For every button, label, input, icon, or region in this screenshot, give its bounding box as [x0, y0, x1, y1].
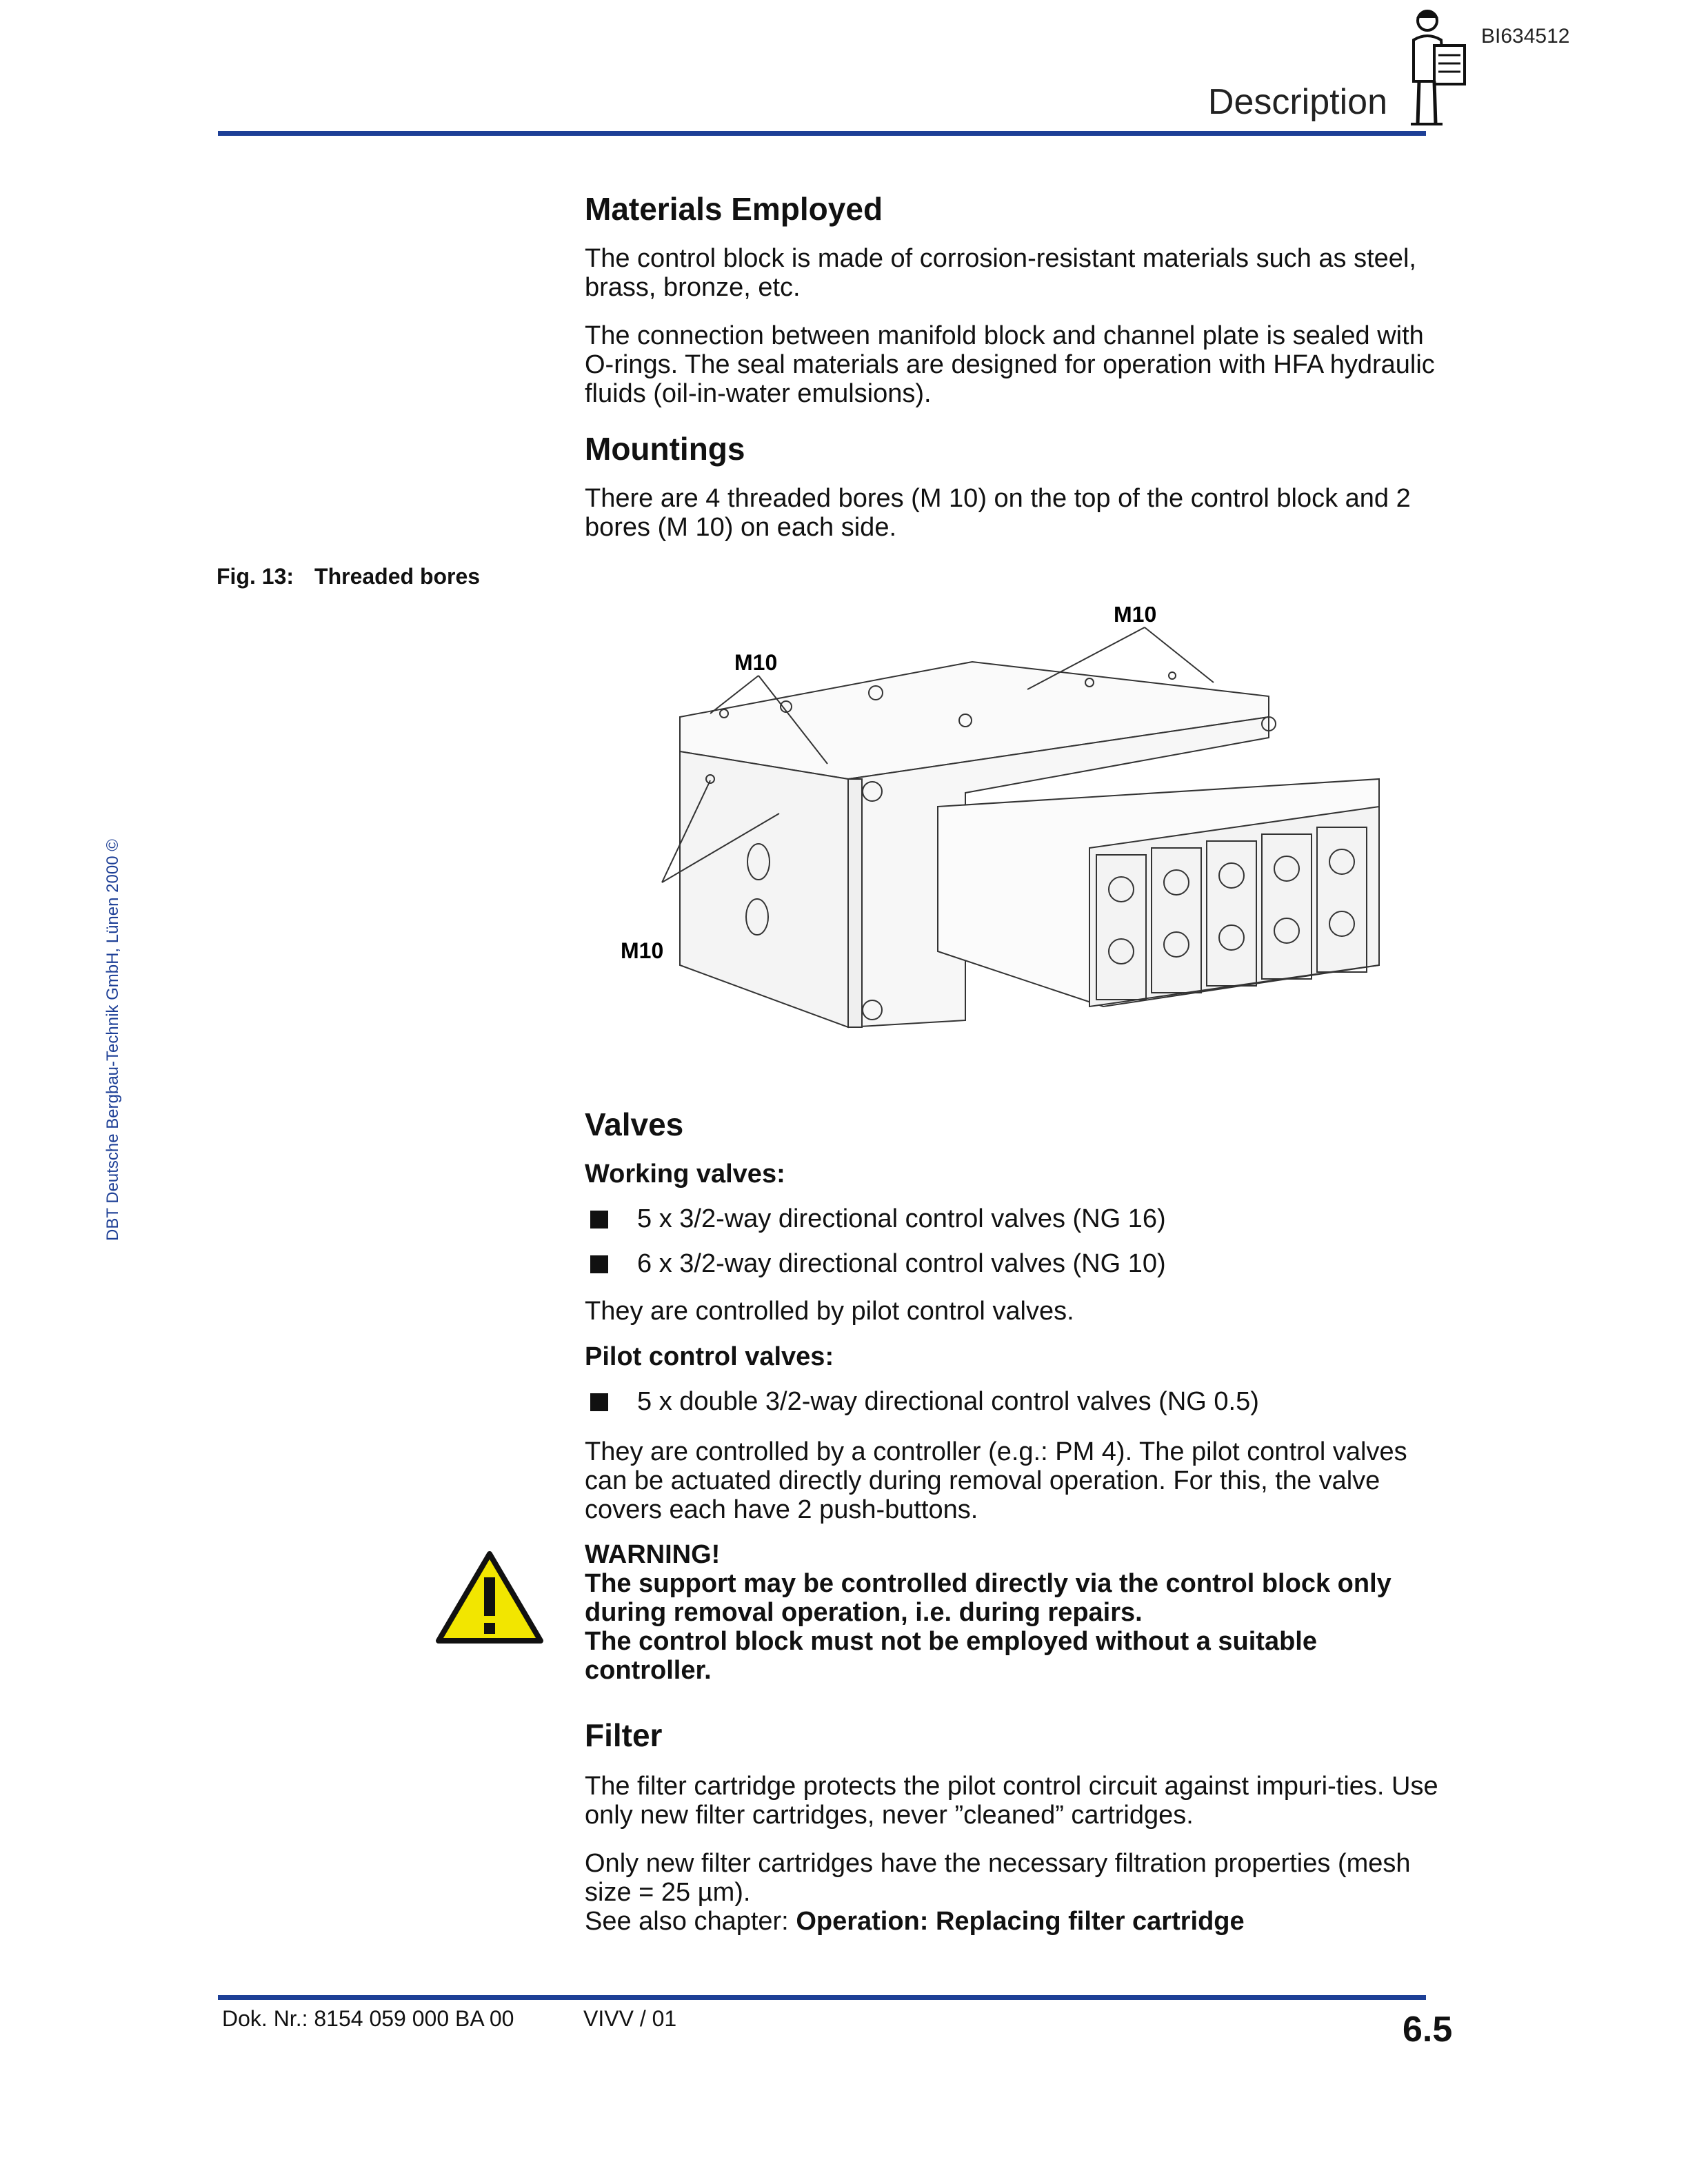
warning-title: WARNING! [585, 1540, 721, 1569]
document-id: BI634512 [1481, 25, 1570, 48]
filter-see-also [585, 1907, 1440, 1936]
mountings-section [585, 430, 1440, 542]
section-title: Description [1207, 82, 1387, 122]
list-item-text: 5 x 3/2-way directional control valves (NG 16) [637, 1204, 1166, 1233]
header-rule [218, 131, 1426, 136]
footer-rule [218, 1995, 1426, 2000]
mountings-heading: Mountings [585, 431, 745, 467]
list-item [585, 1204, 1440, 1234]
list-item [585, 1249, 1440, 1279]
materials-paragraph-2: The connection between manifold block and channel plate is sealed with O-rings. The seal materials are designed for operation with HFA hydraulic fluids (oil-in-water emulsions). [585, 321, 1435, 408]
warning-line-2: The control block must not be employed without a suitable controller. [585, 1627, 1317, 1685]
figure-number: Fig. 13: [217, 564, 294, 589]
page-number: 6.5 [1403, 2010, 1453, 2050]
bullet-square-icon [590, 1393, 608, 1411]
filter-heading: Filter [585, 1717, 663, 1753]
see-also-prefix: See also chapter: [585, 1907, 796, 1936]
figure-title: Threaded bores [314, 564, 481, 589]
materials-heading: Materials Employed [585, 191, 883, 227]
see-also-chapter-link[interactable]: Operation: Replacing filter cartridge [796, 1907, 1245, 1936]
label-m10-left-top: M10 [734, 650, 778, 675]
figure-caption [217, 564, 501, 589]
list-item [585, 1387, 1440, 1417]
worker-icon [1398, 6, 1474, 127]
footer-version: VIVV / 01 [583, 2006, 677, 2031]
materials-section [585, 190, 1440, 408]
materials-paragraph-1: The control block is made of corrosion-resistant materials such as steel, brass, bronze, etc. [585, 244, 1416, 302]
control-block-drawing [607, 607, 1407, 1034]
footer-document-number: Dok. Nr.: 8154 059 000 BA 00 [222, 2006, 514, 2031]
list-item-text: 5 x double 3/2-way directional control valves (NG 0.5) [637, 1387, 1259, 1416]
filter-section [585, 1717, 1440, 1936]
working-valves-note: They are controlled by pilot control valves. [585, 1297, 1074, 1326]
working-valves-heading: Working valves: [585, 1160, 785, 1189]
valves-section [585, 1106, 1440, 1524]
list-item-text: 6 x 3/2-way directional control valves (NG 10) [637, 1249, 1166, 1278]
filter-paragraph-2: Only new filter cartridges have the necessary filtration properties (mesh size = 25 µm). [585, 1849, 1411, 1907]
pilot-valves-heading: Pilot control valves: [585, 1342, 834, 1371]
pilot-valves-note: They are controlled by a controller (e.g.: PM 4). The pilot control valves can be actuated directly during removal operation. For this, the valve covers each have 2 push-buttons. [585, 1437, 1407, 1524]
warning-line-1: The support may be controlled directly via the control block only during removal operation, i.e. during repairs. [585, 1569, 1391, 1627]
valves-heading: Valves [585, 1106, 684, 1142]
bullet-square-icon [590, 1255, 608, 1273]
label-m10-side: M10 [621, 938, 664, 963]
warning-triangle-icon [434, 1550, 545, 1646]
bullet-square-icon [590, 1211, 608, 1228]
label-m10-top: M10 [1114, 607, 1157, 627]
side-copyright: DBT Deutsche Bergbau-Technik GmbH, Lünen 2000 © [103, 839, 122, 1241]
mountings-paragraph: There are 4 threaded bores (M 10) on the top of the control block and 2 bores (M 10) on each side. [585, 484, 1411, 542]
warning-box [585, 1540, 1440, 1685]
filter-paragraph-1: The filter cartridge protects the pilot control circuit against impuri-ties. Use only new filter cartridges, never ”cleaned” cartridges. [585, 1772, 1438, 1830]
